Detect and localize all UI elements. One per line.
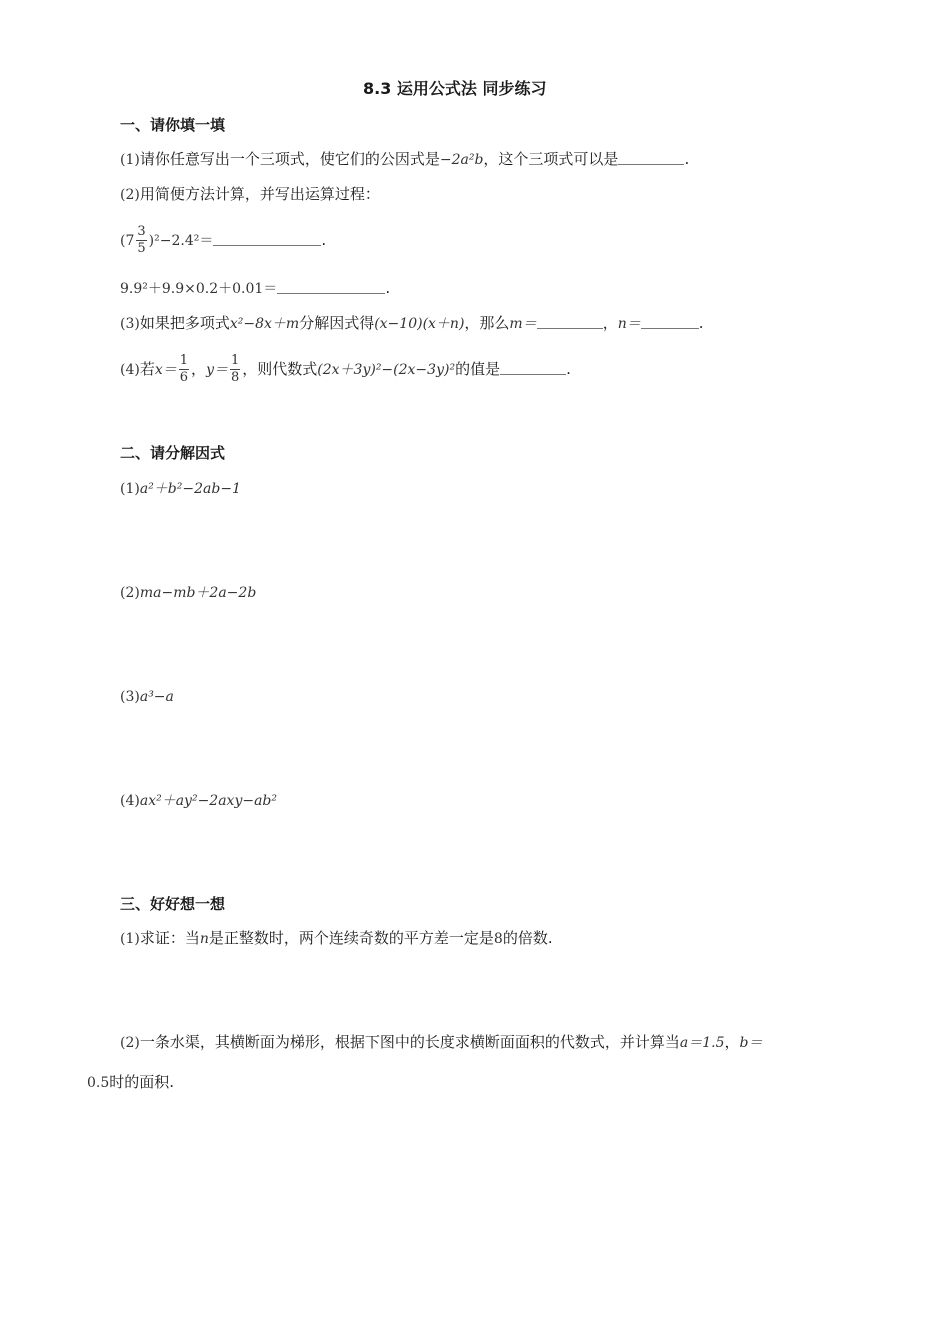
math-expression: m＝ bbox=[509, 316, 537, 332]
math-expression: b＝ bbox=[739, 1035, 763, 1051]
answer-blank[interactable] bbox=[618, 150, 684, 165]
question-text: ，那么 bbox=[464, 314, 510, 332]
separator: ， bbox=[191, 360, 207, 378]
question-1-3 bbox=[120, 313, 704, 334]
section-heading-1: 一、请你填一填 bbox=[120, 116, 226, 134]
question-label: (2) bbox=[120, 1035, 140, 1051]
page-title: 8.3 运用公式法 同步练习 bbox=[363, 79, 547, 98]
question-text: 是正整数时，两个连续奇数的平方差一定是 bbox=[208, 929, 494, 947]
math-expression: −2a²b bbox=[439, 152, 484, 168]
question-label: (1) bbox=[120, 152, 140, 168]
question-text: 一条水渠，其横断面为梯形，根据下图中的长度求横断面面积的代数式，并计算当 bbox=[139, 1033, 680, 1051]
question-label: (1) bbox=[120, 481, 140, 497]
question-label: (3) bbox=[120, 316, 140, 332]
fraction: $\frac{3}{5}$ bbox=[137, 224, 146, 256]
question-1-2a bbox=[120, 222, 326, 259]
factor-item-4 bbox=[120, 790, 277, 811]
math-expression: n bbox=[199, 931, 209, 947]
period: . bbox=[321, 231, 327, 249]
period: . bbox=[684, 150, 690, 168]
math-expression: a＝1.5 bbox=[679, 1035, 725, 1051]
answer-blank[interactable] bbox=[213, 231, 321, 246]
section-heading-2: 二、请分解因式 bbox=[120, 444, 226, 462]
factor-item-3 bbox=[120, 686, 174, 707]
question-1-4 bbox=[120, 350, 571, 389]
question-text: ，则代数式 bbox=[242, 360, 318, 378]
question-text: 的值是 bbox=[455, 360, 501, 378]
separator: ， bbox=[724, 1033, 740, 1051]
question-text: ，这个三项式可以是 bbox=[483, 150, 619, 168]
math-expression: 8 bbox=[493, 931, 503, 947]
question-text: 求证：当 bbox=[139, 929, 200, 947]
math-expression: a³−a bbox=[139, 689, 174, 705]
question-1-2 bbox=[120, 184, 380, 205]
question-1-2b bbox=[120, 278, 390, 299]
math-expression: x²−8x＋m bbox=[229, 316, 300, 332]
answer-blank-n[interactable] bbox=[641, 314, 699, 329]
fraction: $\frac{1}{8}$ bbox=[230, 353, 240, 385]
period: . bbox=[698, 314, 704, 332]
math-expression: )²−2.4²＝ bbox=[148, 233, 214, 249]
question-text: 的倍数. bbox=[502, 929, 553, 947]
math-expression: ax²＋ay²−2axy−ab² bbox=[139, 793, 278, 809]
question-3-2-continued bbox=[87, 1072, 174, 1093]
question-text: 时的面积. bbox=[109, 1073, 175, 1091]
math-expression: n＝ bbox=[617, 316, 641, 332]
math-expression: ma−mb＋2a−2b bbox=[139, 585, 257, 601]
question-1-1 bbox=[120, 149, 689, 170]
factor-item-2 bbox=[120, 582, 256, 603]
question-3-1 bbox=[120, 928, 553, 949]
math-expression: (7 bbox=[120, 233, 135, 249]
math-expression: (x−10)(x＋n) bbox=[374, 316, 465, 332]
math-expression: 0.5 bbox=[87, 1075, 110, 1091]
question-label: (2) bbox=[120, 585, 140, 601]
math-expression: y＝ bbox=[206, 362, 228, 378]
period: . bbox=[566, 360, 571, 378]
math-expression: 9.9²＋9.9×0.2＋0.01＝ bbox=[120, 281, 278, 297]
question-text: 如果把多项式 bbox=[139, 314, 230, 332]
question-label: (4) bbox=[120, 362, 140, 378]
math-expression: (2x＋3y)²−(2x−3y)² bbox=[317, 362, 456, 378]
question-label: (2) bbox=[120, 187, 140, 203]
fraction: $\frac{1}{6}$ bbox=[179, 353, 189, 385]
section-heading-3: 三、好好想一想 bbox=[120, 895, 226, 913]
answer-blank[interactable] bbox=[277, 279, 385, 294]
question-label: (1) bbox=[120, 931, 140, 947]
answer-blank[interactable] bbox=[500, 360, 566, 375]
question-label: (3) bbox=[120, 689, 140, 705]
period: . bbox=[385, 279, 391, 297]
answer-blank-m[interactable] bbox=[537, 314, 603, 329]
math-expression: x＝ bbox=[154, 362, 177, 378]
factor-item-1 bbox=[120, 478, 241, 499]
question-text: 分解因式得 bbox=[299, 314, 375, 332]
question-3-2 bbox=[120, 1032, 762, 1053]
math-expression: a²＋b²−2ab−1 bbox=[139, 481, 241, 497]
separator: ， bbox=[602, 314, 618, 332]
question-text: 请你任意写出一个三项式，使它们的公因式是 bbox=[139, 150, 440, 168]
question-text: 若 bbox=[139, 360, 155, 378]
question-label: (4) bbox=[120, 793, 140, 809]
question-text: 用简便方法计算，并写出运算过程： bbox=[139, 185, 380, 203]
